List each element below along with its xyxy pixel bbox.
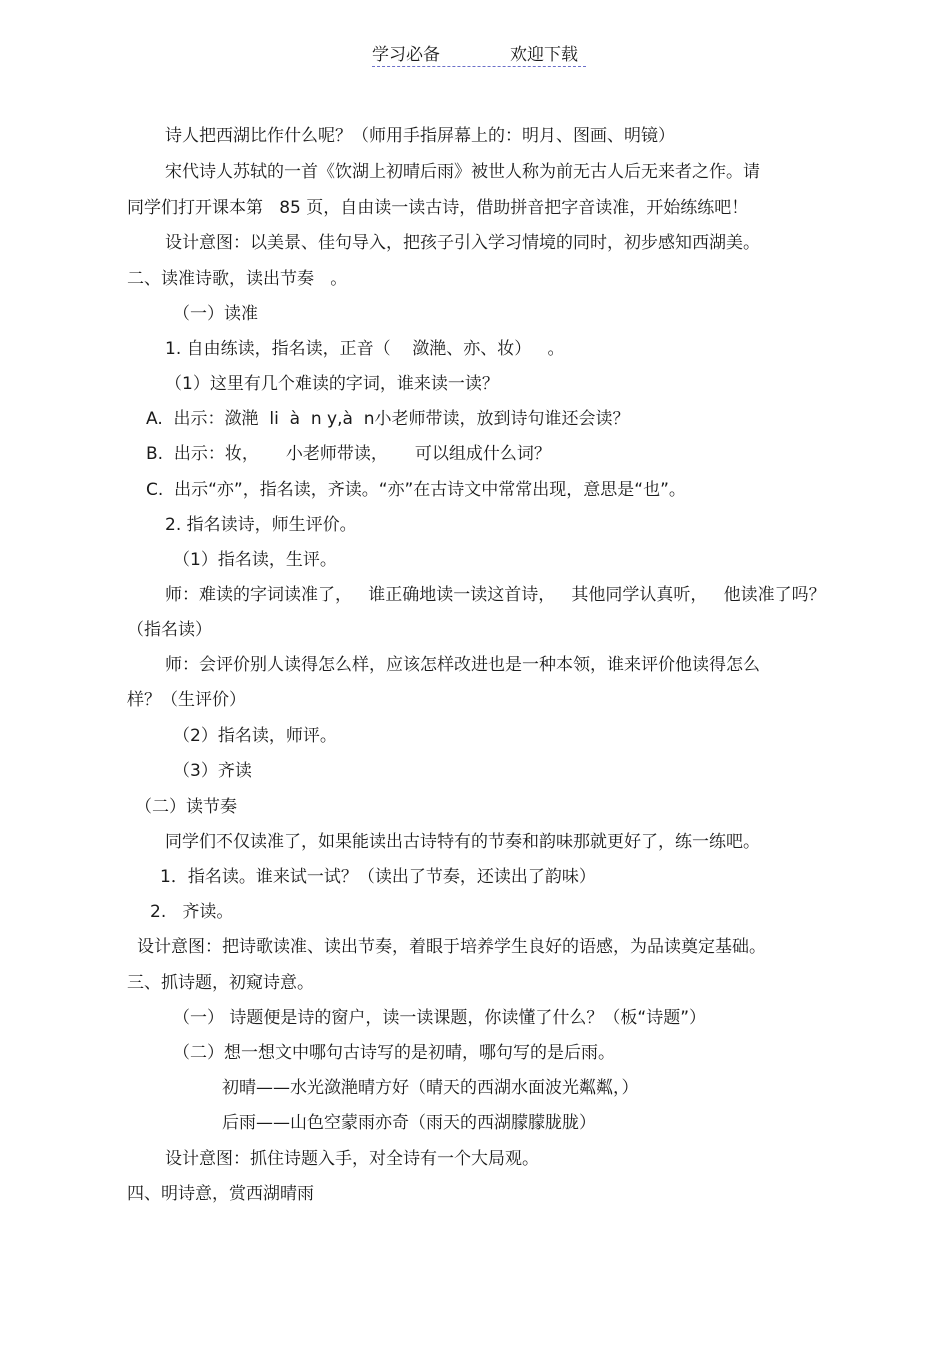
text-line: 1. 自由练读，指名读，正音（ 潋滟、亦、妆） 。 <box>165 339 565 359</box>
text-line: （二）想一想文中哪句古诗写的是初晴，哪句写的是后雨。 <box>173 1043 615 1063</box>
text-line: 后雨——山色空蒙雨亦奇（雨天的西湖朦朦胧胧） <box>222 1113 596 1133</box>
header-right-text: 欢迎下载 <box>510 45 578 65</box>
section-heading: 四、明诗意，赏西湖晴雨 <box>127 1184 314 1204</box>
text-line: 2. 指名读诗，师生评价。 <box>165 515 357 535</box>
text-line: 初晴——水光潋滟晴方好（晴天的西湖水面波光粼粼，） <box>222 1078 639 1098</box>
text-line: 1．指名读。谁来试一试？（读出了节奏，还读出了韵味） <box>160 867 596 887</box>
text-line: （指名读） <box>127 620 212 640</box>
text-line: B. 出示：妆， 小老师带读， 可以组成什么词？ <box>146 444 551 464</box>
text-line: 诗人把西湖比作什么呢？（师用手指屏幕上的：明月、图画、明镜） <box>165 126 675 146</box>
text-line: A. 出示：潋滟 li à n y,à n小老师带读，放到诗句谁还会读？ <box>146 409 630 429</box>
text-line: （1）指名读，生评。 <box>173 550 337 570</box>
text-line: （2）指名读，师评。 <box>173 726 337 746</box>
text-line: 样？（生评价） <box>127 690 246 710</box>
page-header <box>372 40 586 67</box>
text-line: 2. 齐读。 <box>150 902 234 922</box>
text-line: （一） 诗题便是诗的窗户，读一读课题，你读懂了什么？（板“诗题”） <box>173 1008 707 1028</box>
text-line: 师：会评价别人读得怎么样，应该怎样改进也是一种本领，谁来评价他读得怎么 <box>165 655 760 675</box>
text-line: 设计意图：以美景、佳句导入，把孩子引入学习情境的同时，初步感知西湖美。 <box>165 233 760 253</box>
subsection-heading: （二）读节奏 <box>135 797 237 817</box>
text-line: 宋代诗人苏轼的一首《饮湖上初晴后雨》被世人称为前无古人后无来者之作。请 <box>165 162 760 182</box>
text-line: 设计意图：抓住诗题入手，对全诗有一个大局观。 <box>165 1149 539 1169</box>
text-line: 同学们打开课本第 85 页，自由读一读古诗，借助拼音把字音读准，开始练练吧！ <box>127 198 749 218</box>
text-line: C. 出示“亦”，指名读，齐读。“亦”在古诗文中常常出现，意思是“也”。 <box>146 480 686 500</box>
text-line: 同学们不仅读准了，如果能读出古诗特有的节奏和韵味那就更好了，练一练吧。 <box>165 832 760 852</box>
text-line: （3）齐读 <box>173 761 252 781</box>
header-left-text: 学习必备 <box>372 45 440 65</box>
subsection-heading: （一）读准 <box>173 304 258 324</box>
section-heading: 三、抓诗题，初窥诗意。 <box>127 973 314 993</box>
text-line: （1）这里有几个难读的字词，谁来读一读？ <box>165 374 499 394</box>
text-line: 设计意图：把诗歌读准、读出节奏，着眼于培养学生良好的语感，为品读奠定基础。 <box>137 937 766 957</box>
text-line: 师：难读的字词读准了， 谁正确地读一读这首诗， 其他同学认真听， 他读准了吗？ <box>165 585 826 605</box>
section-heading: 二、读准诗歌，读出节奏 。 <box>127 269 348 289</box>
